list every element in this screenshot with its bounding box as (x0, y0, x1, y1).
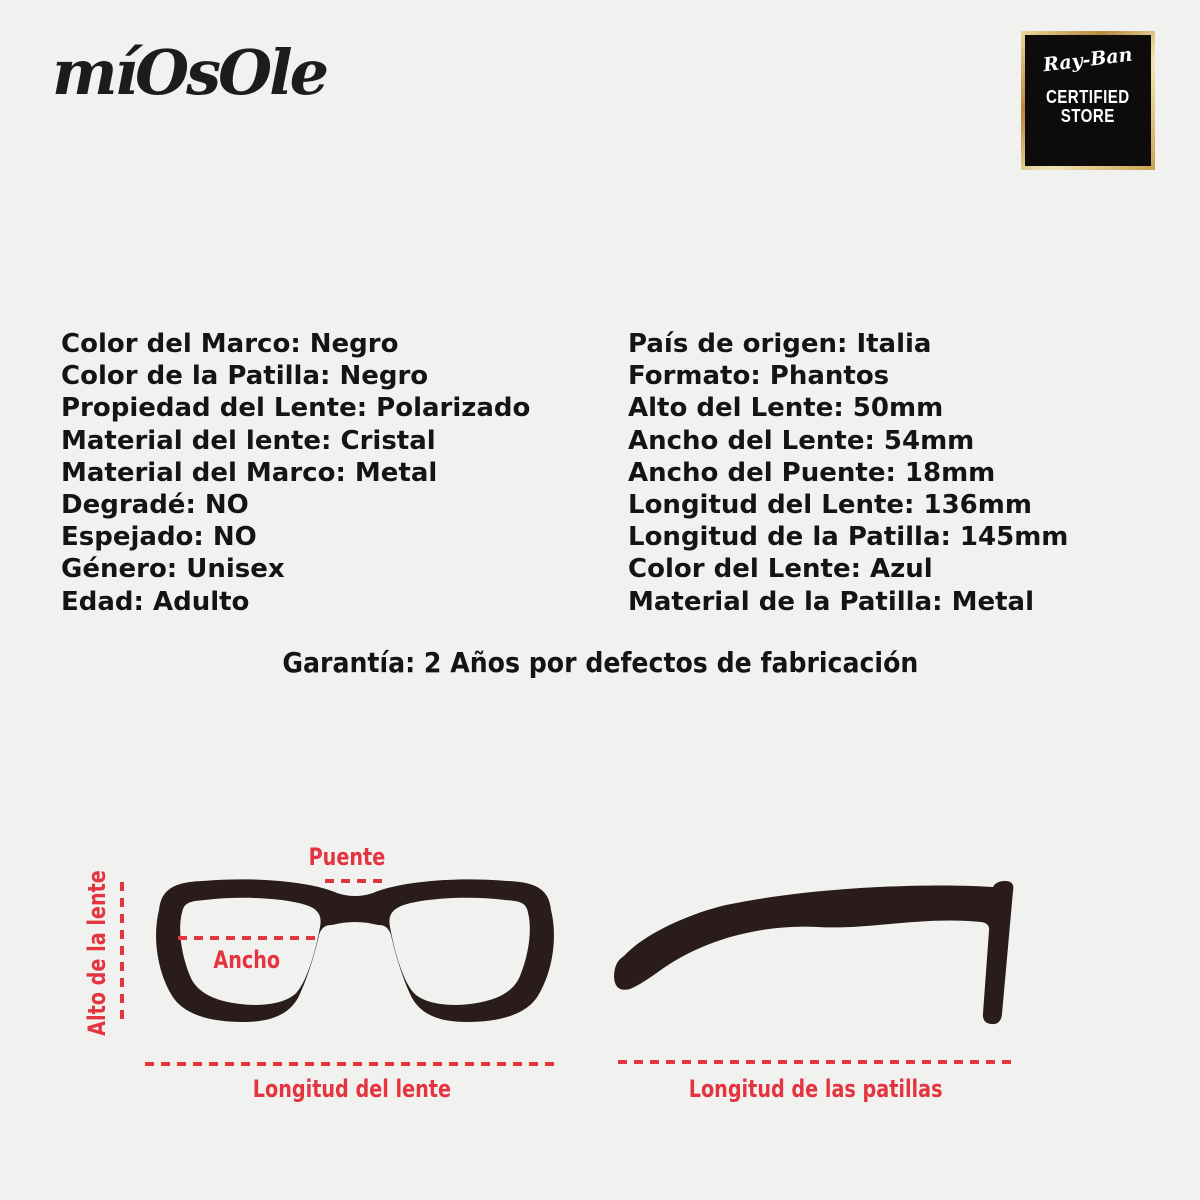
brand-logo: míOsOle (52, 36, 327, 109)
rayban-certified-badge (1021, 31, 1155, 170)
spec-line: Espejado: NO (61, 522, 257, 553)
lens-width-dash-line (178, 936, 318, 940)
spec-line: Propiedad del Lente: Polarizado (61, 393, 531, 424)
spec-line: Color del Lente: Azul (628, 554, 933, 585)
bridge-dash-line (325, 879, 389, 883)
certified-store-text (1046, 88, 1130, 126)
glasses-temple-illustration (612, 878, 1052, 1043)
temple-length-dash-line (618, 1060, 1014, 1064)
bridge-label: Puente (308, 843, 386, 871)
spec-line: Longitud de la Patilla: 145mm (628, 522, 1069, 553)
spec-line: Color de la Patilla: Negro (61, 361, 429, 392)
rayban-script-logo: Ray-Ban (1042, 43, 1134, 77)
warranty-text: Garantía: 2 Años por defectos de fabricación (281, 646, 918, 679)
store-line: STORE (1061, 106, 1115, 126)
lens-width-label: Ancho (213, 946, 281, 974)
spec-line: Edad: Adulto (61, 586, 250, 617)
spec-line: Alto del Lente: 50mm (628, 393, 944, 424)
spec-line: Material de la Patilla: Metal (628, 586, 1034, 617)
spec-line: Degradé: NO (61, 490, 249, 521)
lens-height-label: Alto de la lente (83, 870, 111, 1036)
badge-inner (1025, 35, 1151, 166)
spec-line: Género: Unisex (61, 554, 285, 585)
spec-line: Formato: Phantos (628, 361, 890, 392)
spec-line: País de origen: Italia (628, 329, 932, 359)
frame-length-label: Longitud del lente (252, 1075, 451, 1103)
spec-line: Material del lente: Cristal (61, 425, 436, 456)
spec-line: Material del Marco: Metal (61, 457, 438, 488)
lens-height-dash-line (120, 882, 124, 1023)
certified-line: CERTIFIED (1046, 87, 1130, 107)
spec-line: Color del Marco: Negro (61, 329, 399, 359)
spec-column-right (628, 328, 1068, 618)
spec-column-left (61, 328, 530, 618)
glasses-temple-arm (614, 881, 1013, 1024)
spec-line: Ancho del Puente: 18mm (628, 457, 996, 488)
spec-line: Longitud del Lente: 136mm (628, 490, 1032, 521)
warranty-line (0, 646, 1200, 679)
temple-length-label: Longitud de las patillas (689, 1075, 943, 1103)
spec-line: Ancho del Lente: 54mm (628, 425, 975, 456)
frame-length-dash-line (145, 1062, 558, 1066)
